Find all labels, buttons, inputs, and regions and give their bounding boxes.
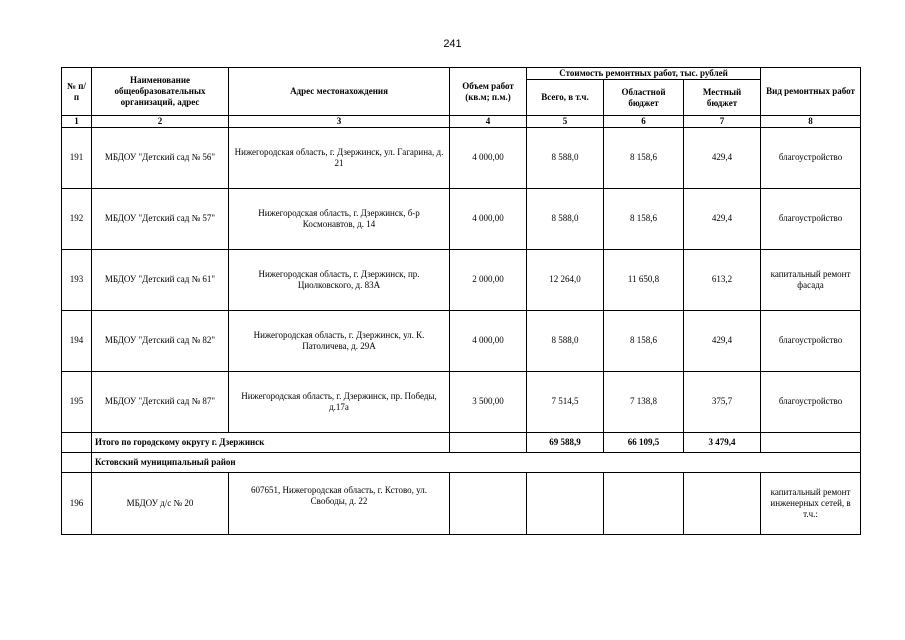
header-local: Местный бюджет: [684, 80, 761, 116]
row-local: 613,2: [684, 249, 761, 310]
row-regional: 7 138,8: [604, 371, 684, 432]
total-row-type: [761, 432, 861, 452]
row-volume: 4 000,00: [450, 188, 527, 249]
row-volume: 4 000,00: [450, 310, 527, 371]
row-name: МБДОУ "Детский сад № 56": [92, 127, 229, 188]
total-row-local: 3 479,4: [684, 432, 761, 452]
row-name: МБДОУ "Детский сад № 87": [92, 371, 229, 432]
total-row-label: Итого по городскому округу г. Дзержинск: [92, 432, 450, 452]
row-local: 429,4: [684, 188, 761, 249]
page-number: 241: [443, 38, 462, 50]
header-cost-group: Стоимость ремонтных работ, тыс. рублей: [527, 68, 761, 80]
table-row: [62, 249, 861, 310]
row-local: [684, 472, 761, 534]
header-num: № п/п: [62, 68, 92, 116]
column-number: 6: [604, 116, 684, 128]
row-name: МБДОУ "Детский сад № 82": [92, 310, 229, 371]
row-local: 429,4: [684, 127, 761, 188]
total-row-total: 69 588,9: [527, 432, 604, 452]
total-row-num: [62, 432, 92, 452]
row-regional: 8 158,6: [604, 127, 684, 188]
total-row-volume: [450, 432, 527, 452]
district-row: [62, 452, 861, 472]
row-volume: 3 500,00: [450, 371, 527, 432]
row-regional: 8 158,6: [604, 310, 684, 371]
total-row: [62, 432, 861, 452]
row-type: благоустройство: [761, 310, 861, 371]
row-regional: [604, 472, 684, 534]
column-number: 7: [684, 116, 761, 128]
column-number: 8: [761, 116, 861, 128]
table-row: [62, 188, 861, 249]
row-local: 429,4: [684, 310, 761, 371]
table-row: [62, 127, 861, 188]
table-row: [62, 472, 861, 534]
row-address: Нижегородская область, г. Дзержинск, ул. К. Патоличева, д. 29А: [229, 310, 450, 371]
row-local: 375,7: [684, 371, 761, 432]
column-number: 4: [450, 116, 527, 128]
row-num: 193: [62, 249, 92, 310]
row-regional: 8 158,6: [604, 188, 684, 249]
row-address: Нижегородская область, г. Дзержинск, ул. Гагарина, д. 21: [229, 127, 450, 188]
row-type: благоустройство: [761, 371, 861, 432]
row-name: МБДОУ "Детский сад № 57": [92, 188, 229, 249]
header-total: Всего, в т.ч.: [527, 80, 604, 116]
total-row-regional: 66 109,5: [604, 432, 684, 452]
row-type: благоустройство: [761, 127, 861, 188]
row-regional: 11 650,8: [604, 249, 684, 310]
repair-works-table: [61, 67, 861, 535]
header-name: Наименование общеобразовательных организаций, адрес: [92, 68, 229, 116]
header-volume: Объем работ (кв.м; п.м.): [450, 68, 527, 116]
district-row-num: [62, 452, 92, 472]
row-total: 7 514,5: [527, 371, 604, 432]
row-address: Нижегородская область, г. Дзержинск, пр. Циолковского, д. 83А: [229, 249, 450, 310]
table-row: [62, 310, 861, 371]
row-address: Нижегородская область, г. Дзержинск, пр. Победы, д.17а: [229, 371, 450, 432]
header-type: Вид ремонтных работ: [761, 68, 861, 116]
table-row: [62, 371, 861, 432]
row-total: [527, 472, 604, 534]
column-number-row: [62, 116, 861, 128]
row-num: 194: [62, 310, 92, 371]
header-regional: Областной бюджет: [604, 80, 684, 116]
column-number: 5: [527, 116, 604, 128]
row-num: 196: [62, 472, 92, 534]
row-type: капитальный ремонт инженерных сетей, в т.ч.:: [761, 472, 861, 534]
district-row-label: Кстовский муниципальный район: [92, 452, 861, 472]
row-address: 607651, Нижегородская область, г. Кстово, ул. Свободы, д. 22: [229, 472, 450, 534]
row-type: капитальный ремонт фасада: [761, 249, 861, 310]
header-address: Адрес местонахождения: [229, 68, 450, 116]
column-number: 2: [92, 116, 229, 128]
column-number: 1: [62, 116, 92, 128]
row-total: 8 588,0: [527, 310, 604, 371]
row-num: 191: [62, 127, 92, 188]
row-volume: 4 000,00: [450, 127, 527, 188]
row-name: МБДОУ "Детский сад № 61": [92, 249, 229, 310]
row-num: 195: [62, 371, 92, 432]
row-num: 192: [62, 188, 92, 249]
row-volume: [450, 472, 527, 534]
row-address: Нижегородская область, г. Дзержинск, б-р Космонавтов, д. 14: [229, 188, 450, 249]
row-total: 8 588,0: [527, 188, 604, 249]
row-total: 8 588,0: [527, 127, 604, 188]
row-volume: 2 000,00: [450, 249, 527, 310]
row-total: 12 264,0: [527, 249, 604, 310]
row-type: благоустройство: [761, 188, 861, 249]
column-number: 3: [229, 116, 450, 128]
row-name: МБДОУ д/с № 20: [92, 472, 229, 534]
